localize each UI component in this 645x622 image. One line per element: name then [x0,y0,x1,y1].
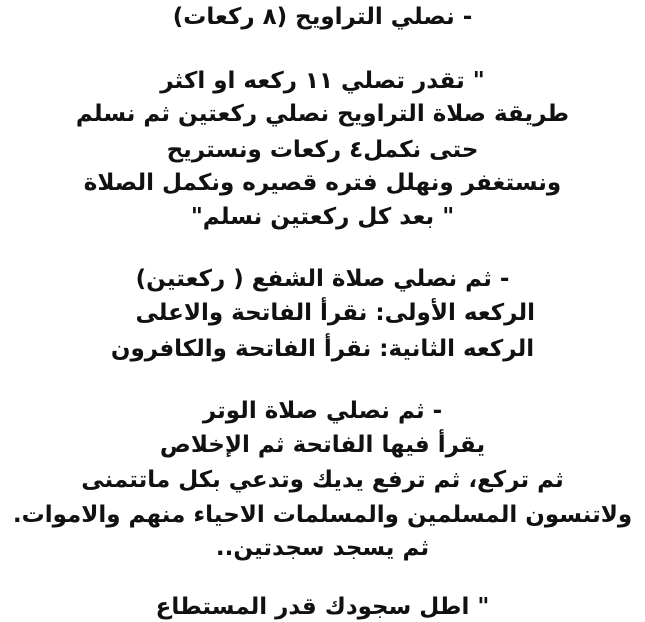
heading-tarawih: - نصلي التراويح (٨ ركعات) [172,4,473,30]
sujood-note: " اطل سجودك قدر المستطاع [155,594,490,620]
shafa-rakah-1: الركعه الأولى: نقرأ الفاتحة والاعلى [135,300,535,326]
method-line-2: حتى نكمل٤ ركعات ونستريح [166,137,479,163]
method-note: " بعد كل ركعتين نسلم" [190,204,455,230]
method-line-3: ونستغفر ونهلل فتره قصيره ونكمل الصلاة [83,170,562,196]
heading-witr: - ثم نصلي صلاة الوتر [202,398,443,424]
note-rakat-count: " تقدر تصلي ١١ ركعه او اكثر [160,68,485,94]
method-line-1: طريقة صلاة التراويح نصلي ركعتين ثم نسلم [75,101,570,127]
witr-line-4: ثم يسجد سجدتين.. [215,535,430,561]
heading-shafa: - ثم نصلي صلاة الشفع ( ركعتين) [135,266,510,292]
witr-line-3: ولاتنسون المسلمين والمسلمات الاحياء منهم والاموات. [12,502,633,528]
shafa-rakah-2: الركعه الثانية: نقرأ الفاتحة والكافرون [110,336,535,362]
witr-line-2: ثم تركع، ثم ترفع يديك وتدعي بكل ماتتمنى [81,467,564,493]
witr-line-1: يقرأ فيها الفاتحة ثم الإخلاص [159,432,486,458]
